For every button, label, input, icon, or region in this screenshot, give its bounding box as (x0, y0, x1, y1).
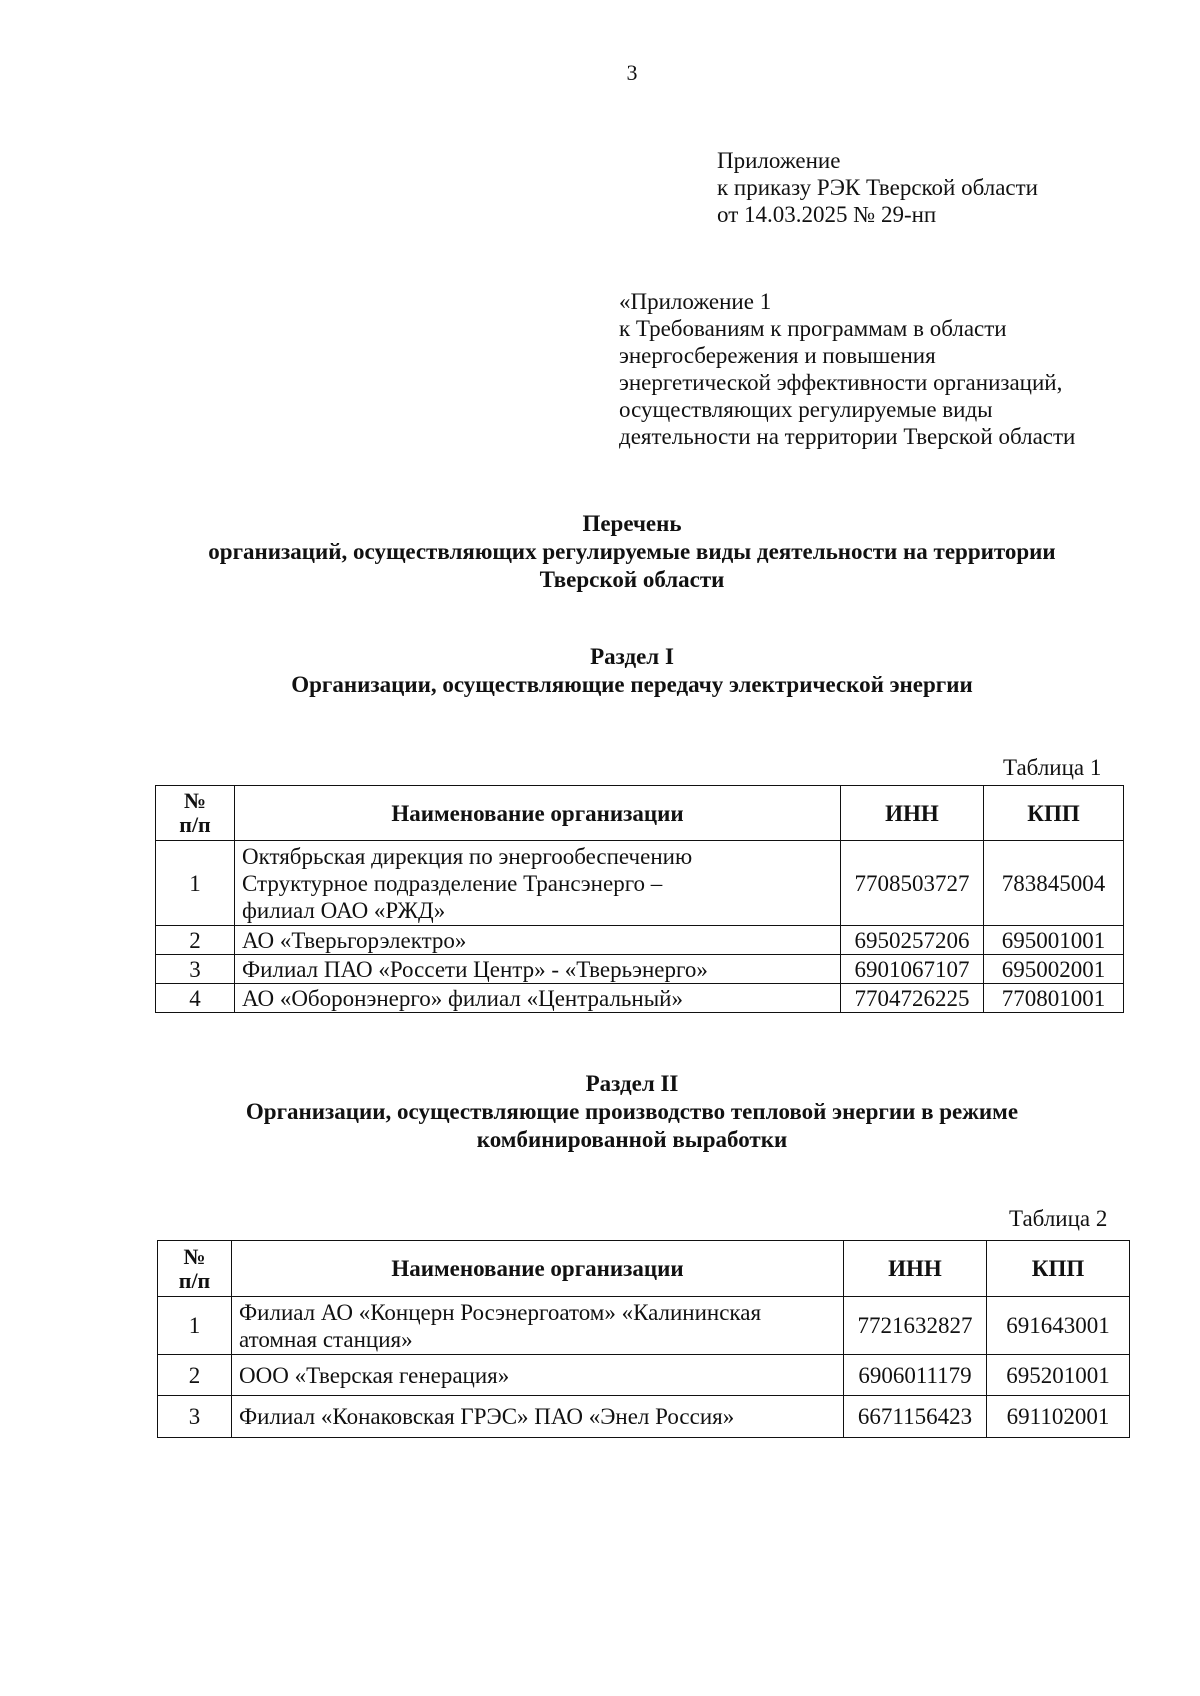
cell-num: 3 (156, 955, 235, 984)
cell-num: 3 (158, 1396, 232, 1438)
table-row (158, 1355, 1130, 1396)
cell-num: 4 (156, 984, 235, 1013)
annex-inner-header (619, 288, 1075, 450)
cell-name: АО «Тверьгорэлектро» (235, 926, 841, 955)
cell-name: ООО «Тверская генерация» (232, 1355, 844, 1396)
col-header-inn: ИНН (844, 1241, 987, 1297)
cell-name-line: филиал ОАО «РЖД» (242, 897, 446, 923)
col-header-inn: ИНН (841, 786, 984, 841)
annex-inner-line: энергетической эффективности организаций, (619, 370, 1063, 395)
cell-num: 1 (156, 841, 235, 926)
section2-title-line: Раздел II (585, 1071, 679, 1096)
cell-kpp: 770801001 (984, 984, 1124, 1013)
table-row (158, 1297, 1130, 1355)
annex-header-line: к приказу РЭК Тверской области (717, 175, 1038, 200)
annex-inner-line: деятельности на территории Тверской области (619, 424, 1076, 449)
table-row (156, 955, 1124, 984)
col-header-kpp: КПП (984, 786, 1124, 841)
section2-title-line: комбинированной выработки (476, 1127, 788, 1152)
list-title-line: организаций, осуществляющих регулируемые виды деятельности на территории (208, 539, 1056, 564)
table-row (156, 984, 1124, 1013)
list-title (0, 510, 1200, 594)
cell-inn: 6906011179 (844, 1355, 987, 1396)
cell-inn: 7704726225 (841, 984, 984, 1013)
table2-header-row (158, 1241, 1130, 1297)
table2 (157, 1240, 1130, 1438)
section1-title-line: Раздел I (590, 644, 674, 669)
cell-inn: 6671156423 (844, 1396, 987, 1438)
cell-name: Филиал ПАО «Россети Центр» - «Тверьэнерго» (235, 955, 841, 984)
table-row (156, 841, 1124, 926)
cell-name-line: Октябрьская дирекция по энергообеспечению (242, 843, 693, 869)
cell-num: 1 (158, 1297, 232, 1355)
cell-kpp: 691102001 (987, 1396, 1130, 1438)
cell-kpp: 691643001 (987, 1297, 1130, 1355)
col-header-num-line: № (183, 1243, 206, 1269)
section2-title (0, 1070, 1200, 1154)
col-header-name: Наименование организации (235, 786, 841, 841)
list-title-line: Перечень (582, 511, 682, 536)
annex-inner-line: «Приложение 1 (619, 289, 772, 314)
col-header-num-line: п/п (178, 1267, 211, 1293)
list-title-line: Тверской области (539, 567, 725, 592)
cell-name-line: атомная станция» (239, 1326, 413, 1352)
annex-inner-line: энергосбережения и повышения (619, 343, 936, 368)
col-header-num (158, 1241, 232, 1297)
table2-caption: Таблица 2 (1009, 1206, 1108, 1231)
table-row (156, 926, 1124, 955)
annex-header (717, 147, 1038, 228)
cell-kpp: 695001001 (984, 926, 1124, 955)
cell-name: Филиал «Конаковская ГРЭС» ПАО «Энел Россия» (232, 1396, 844, 1438)
col-header-num (156, 786, 235, 841)
table1 (155, 785, 1124, 1013)
page-number: 3 (626, 60, 638, 85)
annex-header-line: от 14.03.2025 № 29-нп (717, 202, 937, 227)
table1-caption: Таблица 1 (1003, 755, 1102, 780)
col-header-num-line: п/п (179, 812, 211, 837)
cell-num: 2 (156, 926, 235, 955)
cell-name: АО «Оборонэнерго» филиал «Центральный» (235, 984, 841, 1013)
annex-inner-line: к Требованиям к программам в области (619, 316, 1007, 341)
cell-name-line: Филиал АО «Концерн Росэнергоатом» «Калининская (239, 1299, 762, 1325)
cell-kpp: 695201001 (987, 1355, 1130, 1396)
section2-title-line: Организации, осуществляющие производство тепловой энергии в режиме (245, 1099, 1019, 1124)
cell-inn: 7708503727 (841, 841, 984, 926)
col-header-name: Наименование организации (232, 1241, 844, 1297)
cell-kpp: 695002001 (984, 955, 1124, 984)
cell-inn: 7721632827 (844, 1297, 987, 1355)
annex-header-line: Приложение (717, 148, 841, 173)
cell-inn: 6901067107 (841, 955, 984, 984)
section1-title-line: Организации, осуществляющие передачу электрической энергии (291, 672, 973, 697)
cell-kpp: 783845004 (984, 841, 1124, 926)
cell-num: 2 (158, 1355, 232, 1396)
cell-name-line: Структурное подразделение Трансэнерго – (242, 870, 663, 896)
col-header-num-line: № (183, 788, 207, 813)
cell-name (232, 1297, 844, 1355)
cell-inn: 6950257206 (841, 926, 984, 955)
table-row (158, 1396, 1130, 1438)
cell-name (235, 841, 841, 926)
table1-header-row (156, 786, 1124, 841)
col-header-kpp: КПП (987, 1241, 1130, 1297)
section1-title (0, 643, 1200, 699)
annex-inner-line: осуществляющих регулируемые виды (619, 397, 993, 422)
